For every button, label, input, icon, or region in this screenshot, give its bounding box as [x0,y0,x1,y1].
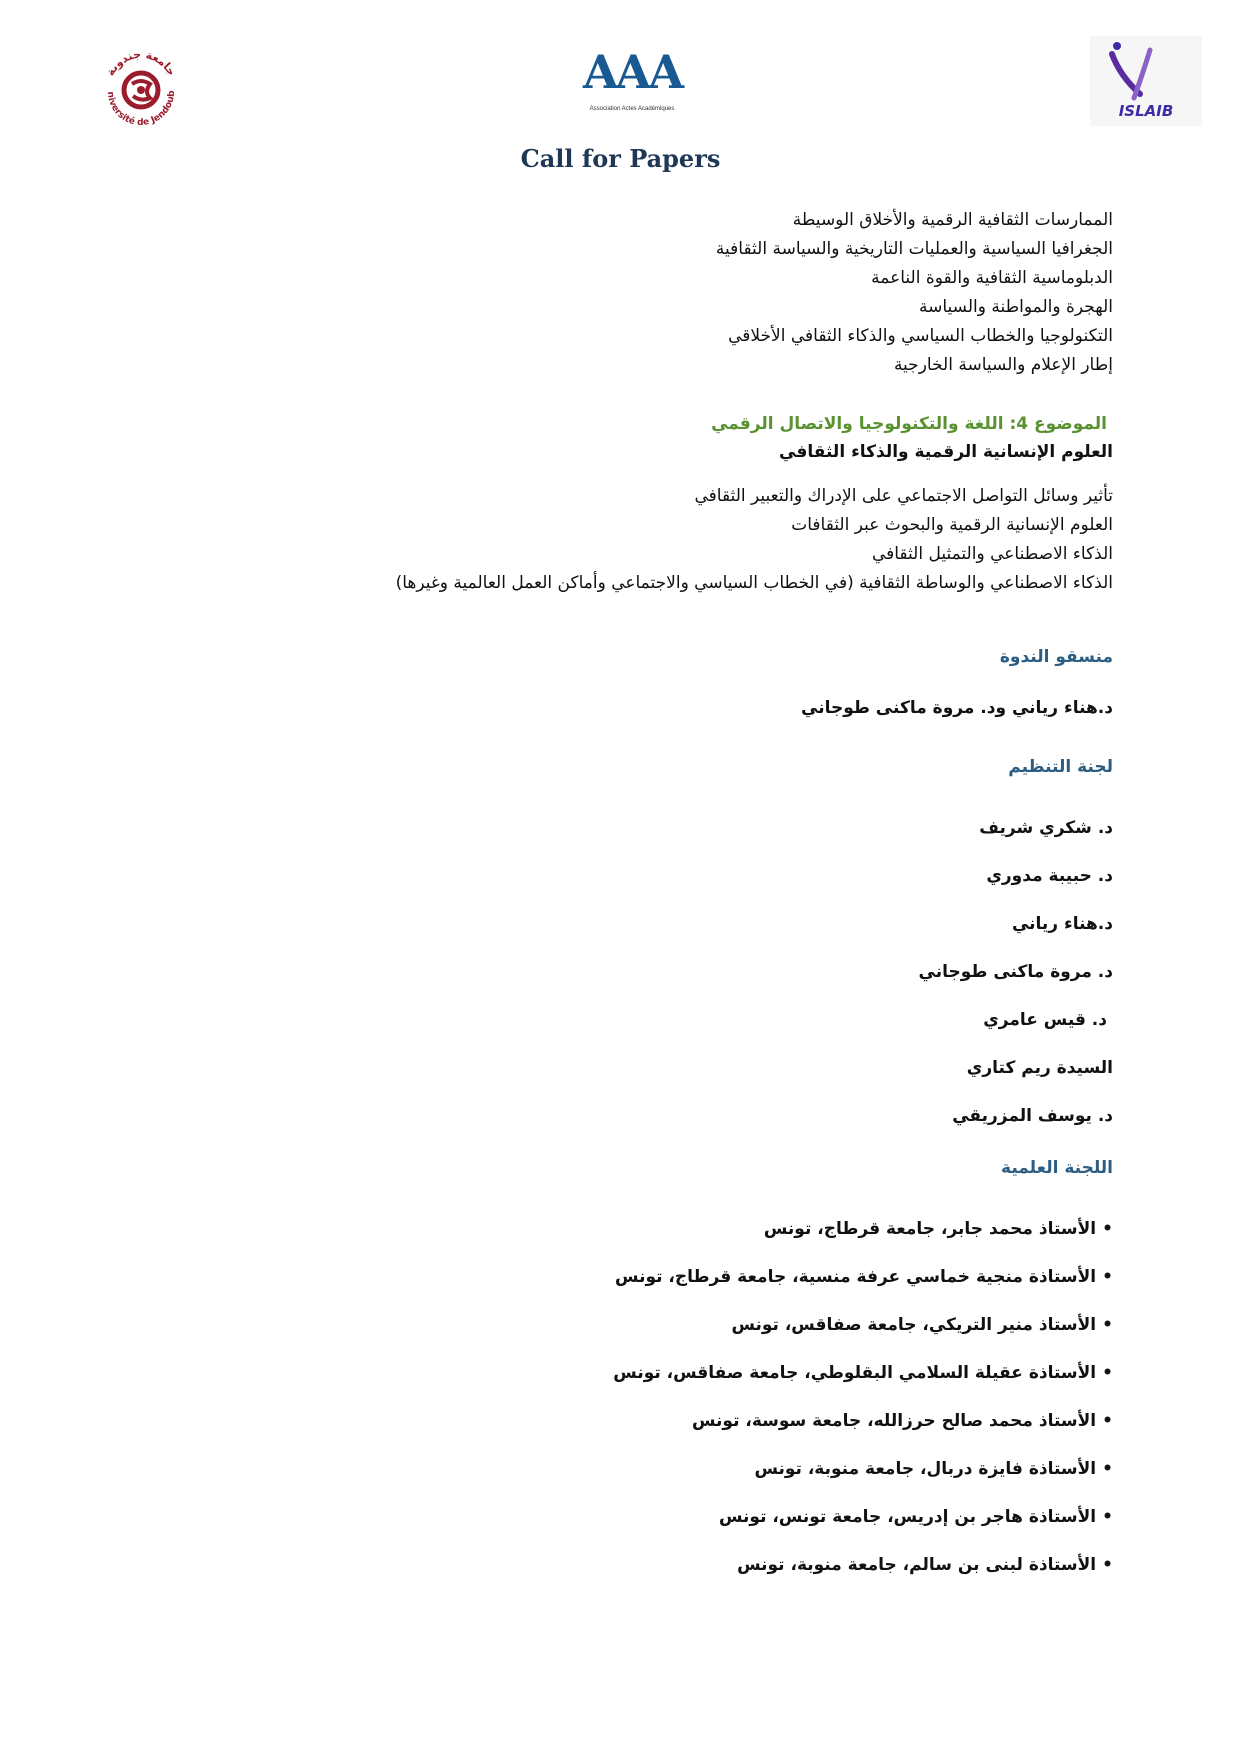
list-item: د. يوسف المزريقي [952,1106,1113,1126]
list-item: الدبلوماسية الثقافية والقوة الناعمة [871,268,1113,288]
list-item: الهجرة والمواطنة والسياسة [919,297,1113,317]
list-item: • الأستاذة عقيلة السلامي البقلوطي، جامعة صفاقس، تونس [123,1363,1113,1411]
list-item: • الأستاذ منير التريكي، جامعة صفاقس، تونس [123,1315,1113,1363]
list-item: التكنولوجيا والخطاب السياسي والذكاء الثقافي الأخلاقي [728,326,1113,346]
coordinators-heading: منسقو الندوة [999,647,1113,667]
islaib-logo [1090,36,1202,126]
organizing-heading: لجنة التنظيم [1008,757,1113,777]
list-item: الذكاء الاصطناعي والتمثيل الثقافي [871,544,1113,564]
list-item: د. مروة ماكنى طوجاني [918,962,1113,982]
topic4-list [123,482,1113,598]
list-item: تأثير وسائل التواصل الاجتماعي على الإدراك والتعبير الثقافي [694,486,1113,506]
scientific-member-list [123,1219,1113,1603]
list-item: • الأستاذة فايزة دربال، جامعة منوبة، تونس [123,1459,1113,1507]
coordinators-names: د.هناء رياني ود. مروة ماكنى طوجاني [801,698,1113,718]
list-item: الذكاء الاصطناعي والوساطة الثقافية (في الخطاب السياسي والاجتماعي وأماكن العمل العالمية وغيرها) [395,573,1113,593]
list-item: العلوم الإنسانية الرقمية والبحوث عبر الثقافات [791,515,1113,535]
islaib-logo-text: ISLAIB [1118,102,1174,120]
aaa-logo-subtitle: Association Actes Académiques [589,106,675,112]
svg-text:Université de Jendouba: niversité de Jendoub [104,90,178,129]
list-item: الممارسات الثقافية الرقمية والأخلاق الوسيطة [792,210,1113,230]
aaa-logo-letters: AAA [582,45,682,99]
topic-list-top [123,206,1113,380]
list-item: د. شكري شريف [979,818,1113,838]
list-item: السيدة ريم كتاري [966,1058,1113,1078]
topic4-heading: الموضوع 4: اللغة والتكنولوجيا والاتصال الرقمي [711,414,1107,434]
list-item: د.هناء رياني [1011,914,1113,934]
list-item: • الأستاذة هاجر بن إدريس، جامعة تونس، تونس [123,1507,1113,1555]
list-item: • الأستاذة لبنى بن سالم، جامعة منوبة، تونس [123,1555,1113,1603]
list-item: • الأستاذ محمد صالح حرزالله، جامعة سوسة، تونس [123,1411,1113,1459]
organizing-member-list [123,818,1113,1154]
jendouba-university-logo [100,48,182,130]
scientific-heading: اللجنة العلمية [1001,1158,1113,1178]
list-item: إطار الإعلام والسياسة الخارجية [893,355,1113,375]
page-title: Call for Papers [520,144,721,173]
svg-text:جامعة جندوبة: جامعة جندوبة [103,48,179,79]
list-item: • الأستاذة منجية خماسي عرفة منسية، جامعة قرطاج، تونس [123,1267,1113,1315]
list-item: د. قيس عامري [983,1010,1107,1030]
list-item: الجغرافيا السياسية والعمليات التاريخية والسياسة الثقافية [715,239,1113,259]
aaa-association-logo [582,46,682,124]
list-item: • الأستاذ محمد جابر، جامعة قرطاج، تونس [123,1219,1113,1267]
topic4-subheading: العلوم الإنسانية الرقمية والذكاء الثقافي [779,442,1113,462]
list-item: د. حبيبة مدوري [986,866,1113,886]
